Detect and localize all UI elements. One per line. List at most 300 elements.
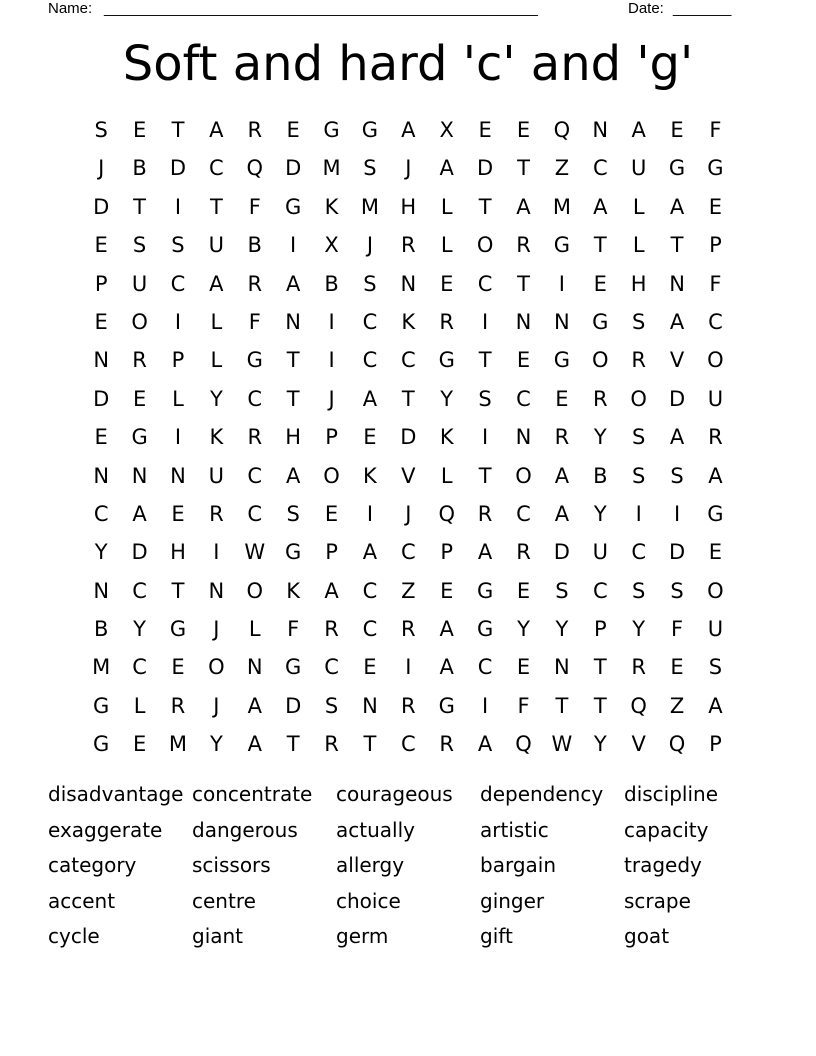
grid-letter: C	[132, 578, 147, 603]
grid-letter: I	[174, 194, 182, 219]
grid-letter: S	[363, 156, 377, 181]
grid-letter: I	[328, 348, 335, 373]
grid-letter: N	[93, 578, 110, 603]
word-list-item: centre	[192, 888, 256, 913]
grid-letter: A	[708, 693, 723, 718]
grid-letter: T	[517, 156, 530, 181]
grid-letter: F	[517, 693, 530, 718]
grid-letter: G	[169, 617, 187, 642]
grid-letter: Q	[438, 501, 455, 526]
page-title: Soft and hard 'c' and 'g'	[122, 36, 694, 92]
grid-letter: J	[328, 386, 335, 411]
grid-letter: G	[323, 118, 340, 142]
grid-letter: E	[94, 309, 108, 334]
grid-letter: A	[554, 501, 570, 526]
grid-letter: P	[709, 732, 722, 757]
grid-letter: N	[208, 578, 225, 603]
grid-letter: D	[93, 194, 110, 219]
grid-letter: G	[668, 156, 686, 181]
grid-letter: S	[670, 578, 684, 603]
grid-letter: Y	[632, 617, 646, 642]
grid-letter: C	[400, 540, 416, 565]
grid-letter: Z	[401, 578, 416, 603]
grid-letter: T	[593, 693, 607, 718]
grid-letter: C	[170, 271, 186, 296]
grid-letter: T	[171, 578, 185, 603]
word-list-item: accent	[48, 888, 116, 913]
grid-letter: E	[593, 271, 607, 296]
grid-row	[82, 303, 736, 341]
grid-letter: B	[593, 463, 608, 488]
grid-letter: U	[208, 233, 225, 258]
grid-letter: N	[554, 309, 570, 334]
grid-letter: G	[553, 348, 571, 373]
grid-letter: Y	[440, 386, 454, 411]
grid-letter: Y	[94, 540, 108, 565]
letter-grid	[82, 111, 736, 764]
grid-letter: C	[400, 732, 416, 757]
grid-letter: B	[93, 617, 109, 642]
grid-letter: C	[516, 386, 531, 411]
grid-letter: J	[366, 233, 374, 258]
grid-letter: G	[361, 118, 379, 142]
grid-letter: G	[93, 693, 110, 718]
grid-letter: Z	[669, 693, 685, 718]
word-list	[48, 777, 768, 955]
grid-letter: C	[477, 655, 493, 680]
grid-letter: E	[286, 118, 300, 142]
grid-letter: C	[631, 540, 646, 565]
grid-letter: E	[94, 233, 108, 258]
grid-letter: N	[669, 271, 685, 296]
grid-letter: R	[247, 118, 263, 142]
grid-letter: A	[209, 271, 224, 296]
grid-letter: C	[362, 309, 378, 334]
grid-letter: I	[482, 425, 489, 450]
grid-letter: O	[707, 578, 724, 603]
grid-letter: J	[98, 156, 105, 181]
grid-letter: O	[246, 578, 264, 603]
word-list-item: goat	[624, 924, 670, 948]
grid-letter: K	[209, 425, 224, 450]
grid-letter: P	[325, 425, 338, 450]
grid-letter: S	[324, 693, 339, 718]
grid-row	[82, 226, 736, 264]
grid-letter: D	[553, 540, 570, 565]
grid-letter: C	[477, 271, 493, 296]
grid-letter: A	[669, 309, 685, 334]
grid-letter: P	[94, 271, 108, 296]
grid-letter: B	[247, 233, 262, 258]
grid-letter: R	[324, 617, 339, 642]
grid-row	[82, 572, 736, 610]
grid-letter: M	[322, 156, 341, 181]
grid-letter: R	[209, 501, 224, 526]
grid-letter: N	[592, 118, 609, 142]
grid-letter: R	[132, 348, 147, 373]
grid-letter: I	[174, 309, 182, 334]
grid-letter: E	[516, 578, 531, 603]
grid-letter: L	[133, 693, 146, 718]
grid-letter: E	[440, 271, 454, 296]
grid-letter: I	[366, 501, 374, 526]
grid-letter: E	[516, 348, 531, 373]
grid-letter: C	[516, 501, 531, 526]
grid-letter: M	[552, 194, 571, 219]
grid-letter: T	[286, 386, 300, 411]
grid-letter: M	[360, 194, 379, 219]
grid-row	[82, 265, 736, 303]
grid-letter: I	[635, 501, 642, 526]
word-list-item: dependency	[480, 782, 604, 806]
grid-letter: C	[362, 578, 378, 603]
grid-letter: F	[248, 194, 261, 219]
grid-letter: D	[477, 156, 494, 181]
word-list-item: artistic	[480, 817, 549, 842]
grid-letter: D	[285, 693, 302, 718]
grid-letter: V	[401, 463, 416, 488]
grid-letter: I	[558, 271, 565, 296]
word-list-item: disadvantage	[48, 782, 184, 806]
grid-letter: E	[516, 118, 531, 142]
grid-letter: K	[401, 309, 416, 334]
grid-letter: I	[290, 233, 297, 258]
grid-letter: E	[171, 655, 185, 680]
grid-letter: T	[517, 271, 530, 296]
grid-letter: J	[405, 501, 412, 526]
grid-letter: G	[592, 309, 609, 334]
grid-letter: F	[709, 271, 722, 296]
name-field-line: ____________________________________________________	[104, 0, 538, 17]
grid-letter: O	[323, 463, 340, 488]
grid-letter: Y	[209, 386, 223, 411]
grid-letter: C	[362, 348, 378, 373]
word-list-item: giant	[192, 924, 244, 948]
grid-letter: T	[478, 194, 492, 219]
grid-letter: U	[630, 156, 647, 181]
grid-letter: B	[132, 156, 147, 181]
grid-letter: A	[669, 425, 685, 450]
word-list-item: actually	[336, 817, 415, 842]
grid-letter: Y	[517, 617, 530, 642]
grid-letter: E	[171, 501, 185, 526]
grid-letter: C	[708, 309, 723, 334]
grid-letter: I	[174, 425, 182, 450]
word-list-item: germ	[336, 924, 389, 948]
grid-letter: A	[554, 463, 570, 488]
grid-letter: E	[132, 732, 147, 757]
grid-letter: S	[286, 501, 300, 526]
grid-letter: L	[440, 233, 453, 258]
grid-letter: R	[247, 271, 263, 296]
grid-letter: R	[516, 540, 531, 565]
grid-letter: Y	[593, 501, 607, 526]
grid-letter: A	[708, 463, 723, 488]
grid-letter: O	[707, 348, 724, 373]
word-list-item: discipline	[624, 782, 719, 806]
grid-letter: E	[440, 578, 454, 603]
grid-letter: A	[209, 118, 224, 142]
grid-letter: I	[482, 309, 489, 334]
word-list-item: choice	[336, 888, 401, 913]
grid-letter: C	[247, 501, 263, 526]
grid-letter: D	[93, 386, 110, 411]
grid-letter: K	[363, 463, 377, 488]
grid-letter: D	[668, 386, 686, 411]
grid-letter: O	[592, 348, 609, 373]
grid-letter: C	[592, 578, 608, 603]
grid-letter: U	[592, 540, 608, 565]
grid-letter: L	[210, 309, 223, 334]
grid-row	[82, 111, 736, 149]
grid-letter: S	[708, 655, 723, 680]
grid-letter: T	[478, 463, 492, 488]
grid-letter: S	[132, 233, 147, 258]
grid-letter: T	[401, 386, 415, 411]
grid-letter: N	[362, 693, 378, 718]
grid-letter: A	[439, 617, 454, 642]
word-list-item: dangerous	[192, 817, 298, 842]
grid-letter: E	[132, 118, 147, 142]
grid-letter: E	[670, 118, 684, 142]
grid-letter: A	[401, 118, 416, 142]
grid-letter: M	[92, 655, 111, 680]
word-list-item: category	[48, 853, 137, 877]
grid-letter: V	[669, 348, 685, 373]
grid-letter: A	[247, 732, 262, 757]
grid-letter: N	[515, 425, 532, 450]
grid-letter: E	[708, 194, 723, 219]
grid-letter: A	[324, 578, 339, 603]
grid-letter: T	[593, 233, 607, 258]
grid-letter: H	[170, 540, 186, 565]
grid-letter: G	[707, 156, 724, 181]
grid-row	[82, 687, 736, 725]
grid-letter: U	[707, 386, 724, 411]
grid-letter: W	[551, 732, 573, 757]
grid-letter: D	[285, 156, 302, 181]
grid-letter: H	[630, 271, 647, 296]
grid-letter: W	[244, 540, 266, 565]
grid-letter: Y	[555, 617, 569, 642]
grid-letter: O	[208, 655, 225, 680]
grid-letter: R	[708, 425, 723, 450]
grid-letter: E	[324, 501, 339, 526]
word-list-item: scrape	[624, 888, 691, 913]
grid-letter: G	[438, 348, 455, 373]
grid-letter: E	[516, 655, 531, 680]
grid-letter: G	[438, 693, 455, 718]
grid-letter: R	[401, 693, 416, 718]
grid-letter: Q	[553, 118, 571, 142]
grid-letter: L	[632, 233, 645, 258]
date-field-line: _______	[673, 0, 732, 17]
grid-letter: R	[554, 425, 570, 450]
grid-letter: F	[709, 118, 722, 142]
grid-letter: C	[400, 348, 416, 373]
grid-letter: A	[593, 194, 608, 219]
word-list-item: cycle	[48, 924, 100, 948]
grid-letter: G	[285, 655, 302, 680]
grid-letter: S	[631, 463, 646, 488]
grid-letter: T	[670, 233, 684, 258]
grid-letter: L	[210, 348, 223, 373]
grid-letter: C	[132, 655, 147, 680]
grid-letter: T	[286, 732, 300, 757]
grid-letter: C	[247, 463, 263, 488]
grid-letter: T	[363, 732, 377, 757]
grid-letter: G	[285, 540, 302, 565]
grid-letter: C	[209, 156, 224, 181]
grid-letter: C	[93, 501, 109, 526]
grid-letter: T	[171, 118, 185, 142]
grid-letter: G	[553, 233, 571, 258]
grid-letter: R	[516, 233, 531, 258]
grid-letter: S	[555, 578, 569, 603]
grid-letter: P	[440, 540, 454, 565]
grid-letter: N	[515, 309, 532, 334]
grid-letter: A	[669, 194, 685, 219]
grid-letter: I	[213, 540, 220, 565]
word-list-item: courageous	[336, 782, 453, 806]
grid-letter: R	[401, 617, 416, 642]
grid-letter: D	[668, 540, 686, 565]
grid-row	[82, 149, 736, 187]
grid-letter: E	[708, 540, 723, 565]
grid-letter: O	[515, 463, 532, 488]
grid-letter: T	[133, 194, 146, 219]
grid-letter: N	[93, 348, 110, 373]
grid-letter: N	[93, 463, 110, 488]
grid-letter: G	[131, 425, 148, 450]
grid-letter: R	[439, 309, 454, 334]
grid-letter: N	[246, 655, 263, 680]
word-list-item: capacity	[624, 817, 709, 842]
grid-letter: R	[592, 386, 608, 411]
grid-letter: A	[285, 271, 301, 296]
grid-letter: F	[248, 309, 261, 334]
date-label: Date:	[628, 0, 664, 17]
grid-letter: D	[131, 540, 148, 565]
grid-letter: Z	[554, 156, 570, 181]
grid-letter: R	[631, 348, 646, 373]
grid-letter: Q	[515, 732, 532, 757]
grid-letter: X	[324, 233, 339, 258]
grid-letter: S	[631, 425, 646, 450]
grid-letter: R	[439, 732, 454, 757]
grid-letter: T	[593, 655, 607, 680]
grid-letter: S	[478, 386, 492, 411]
grid-letter: N	[170, 463, 186, 488]
grid-letter: L	[172, 386, 184, 411]
grid-letter: B	[324, 271, 339, 296]
grid-letter: O	[476, 233, 494, 258]
grid-letter: C	[362, 617, 378, 642]
grid-letter: N	[400, 271, 417, 296]
grid-letter: N	[285, 309, 301, 334]
grid-row	[82, 648, 736, 686]
grid-letter: E	[363, 655, 377, 680]
word-list-item: bargain	[480, 853, 557, 877]
grid-letter: X	[439, 118, 454, 142]
word-list-item: ginger	[480, 888, 545, 913]
grid-letter: G	[93, 732, 110, 757]
grid-letter: U	[131, 271, 148, 296]
grid-row	[82, 610, 736, 648]
grid-letter: C	[324, 655, 339, 680]
grid-letter: Q	[668, 732, 686, 757]
grid-letter: P	[593, 617, 607, 642]
grid-letter: I	[673, 501, 681, 526]
word-list-item: gift	[480, 924, 513, 948]
header	[48, 0, 748, 18]
grid-letter: C	[247, 386, 263, 411]
grid-letter: A	[439, 655, 454, 680]
grid-letter: D	[400, 425, 417, 450]
grid-letter: R	[247, 425, 263, 450]
grid-letter: Q	[246, 156, 264, 181]
grid-letter: A	[477, 540, 493, 565]
grid-letter: L	[632, 194, 645, 219]
grid-row	[82, 495, 736, 533]
grid-letter: N	[554, 655, 570, 680]
grid-letter: L	[440, 194, 453, 219]
grid-letter: Y	[593, 732, 607, 757]
grid-letter: G	[476, 578, 494, 603]
grid-letter: H	[400, 194, 417, 219]
grid-letter: A	[285, 463, 301, 488]
word-list-item: exaggerate	[48, 817, 163, 842]
grid-letter: T	[286, 348, 300, 373]
grid-letter: A	[631, 118, 646, 142]
grid-letter: E	[132, 386, 147, 411]
grid-letter: J	[405, 156, 412, 181]
grid-letter: A	[362, 386, 378, 411]
grid-letter: S	[94, 118, 108, 142]
grid-letter: D	[169, 156, 187, 181]
word-list-item: concentrate	[192, 782, 313, 806]
grid-letter: P	[709, 233, 722, 258]
grid-letter: S	[631, 309, 646, 334]
grid-letter: U	[208, 463, 225, 488]
grid-letter: G	[707, 501, 724, 526]
grid-letter: U	[707, 617, 724, 642]
word-list-item: scissors	[192, 853, 271, 877]
grid-letter: P	[325, 540, 338, 565]
grid-letter: A	[477, 732, 493, 757]
grid-letter: T	[209, 194, 223, 219]
grid-letter: S	[363, 271, 377, 296]
grid-letter: E	[94, 425, 108, 450]
grid-letter: P	[171, 348, 185, 373]
grid-letter: K	[324, 194, 339, 219]
grid-letter: Y	[209, 732, 223, 757]
grid-letter: G	[476, 617, 494, 642]
grid-letter: J	[213, 693, 220, 718]
grid-letter: L	[248, 617, 261, 642]
grid-letter: R	[631, 655, 646, 680]
grid-letter: Y	[133, 617, 146, 642]
name-label: Name:	[48, 0, 93, 17]
grid-letter: N	[131, 463, 148, 488]
grid-letter: I	[328, 309, 335, 334]
grid-letter: F	[671, 617, 684, 642]
grid-letter: I	[482, 693, 489, 718]
grid-letter: S	[670, 463, 684, 488]
grid-letter: G	[285, 194, 302, 219]
grid-letter: A	[132, 501, 147, 526]
word-list-item: allergy	[336, 853, 405, 877]
